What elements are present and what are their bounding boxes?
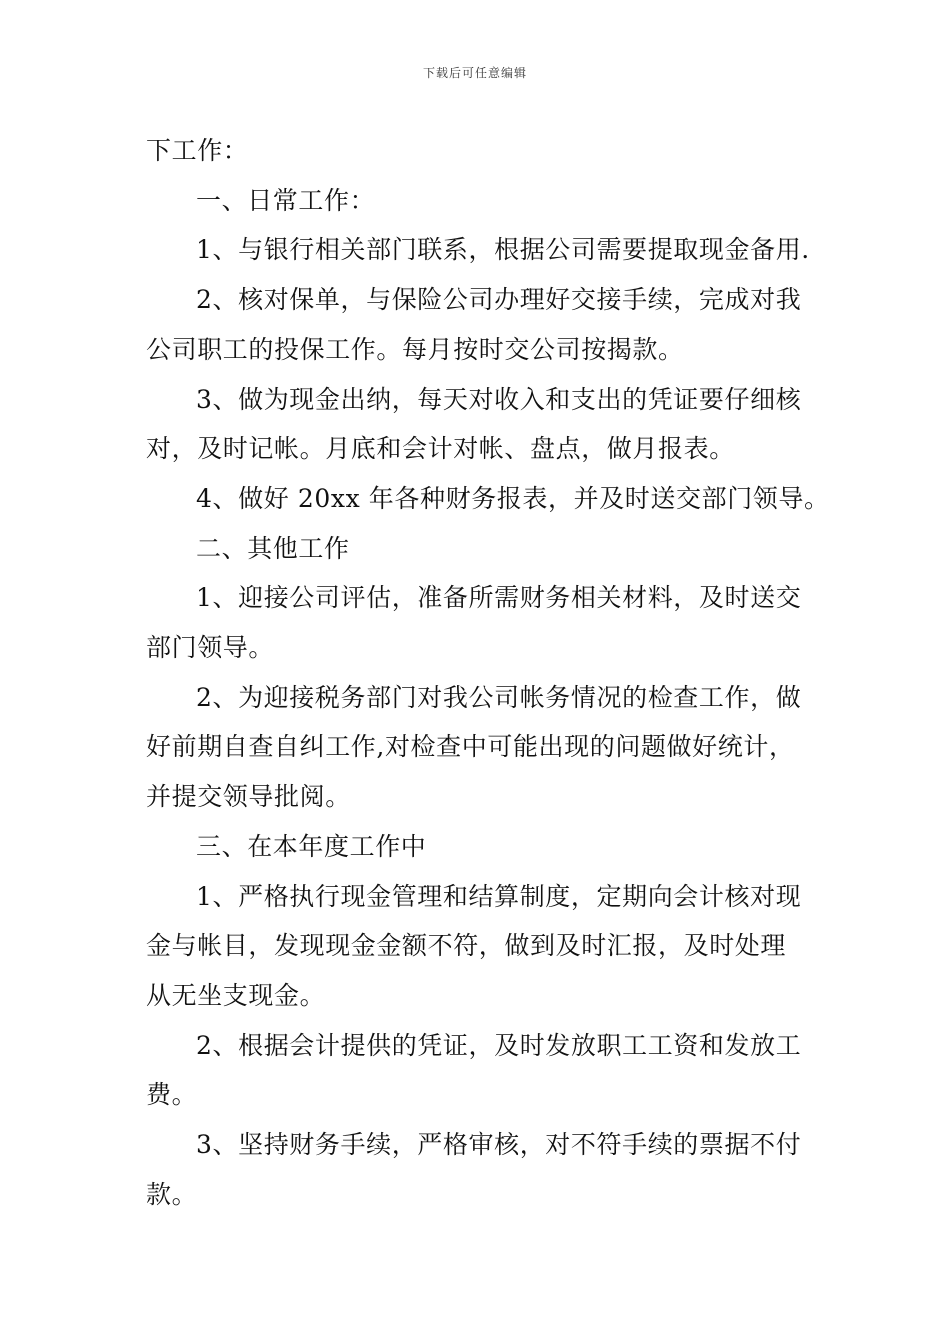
text-line: 1、严格执行现金管理和结算制度，定期向会计核对现 xyxy=(196,881,802,911)
section-heading: 一、日常工作： xyxy=(196,185,376,215)
text-line: 3、做为现金出纳，每天对收入和支出的凭证要仔细核 xyxy=(196,384,802,414)
text-line: 从无坐支现金。 xyxy=(146,980,326,1010)
text-line: 对，及时记帐。月底和会计对帐、盘点，做月报表。 xyxy=(146,434,735,464)
text-line: 1、与银行相关部门联系，根据公司需要提取现金备用. xyxy=(196,235,810,265)
text-line: 下工作： xyxy=(146,136,249,165)
text-line: 金与帐目，发现现金金额不符，做到及时汇报，及时处理 xyxy=(146,931,787,961)
page-header: 下载后可任意编辑 xyxy=(422,66,527,80)
text-line: 2、为迎接税务部门对我公司帐务情况的检查工作，做 xyxy=(196,682,802,712)
section-heading: 二、其他工作 xyxy=(196,533,350,563)
text-line: 2、根据会计提供的凭证，及时发放职工工资和发放工 xyxy=(196,1030,802,1060)
text-line: 费。 xyxy=(146,1080,198,1110)
text-line: 部门领导。 xyxy=(146,633,275,663)
text-line: 好前期自查自纠工作,对检查中可能出现的问题做好统计， xyxy=(146,732,795,762)
text-line: 并提交领导批阅。 xyxy=(146,782,351,812)
text-line: 2、核对保单，与保险公司办理好交接手续，完成对我 xyxy=(196,285,802,315)
text-line: 3、坚持财务手续，严格审核，对不符手续的票据不付 xyxy=(196,1130,802,1160)
text-line: 1、迎接公司评估，准备所需财务相关材料，及时送交 xyxy=(196,583,802,613)
text-line: 公司职工的投保工作。每月按时交公司按揭款。 xyxy=(146,334,684,364)
text-line: 4、做好 20xx 年各种财务报表，并及时送交部门领导。 xyxy=(196,483,830,513)
text-line: 款。 xyxy=(146,1179,198,1209)
section-heading: 三、在本年度工作中 xyxy=(196,831,427,861)
document-body xyxy=(146,126,830,1219)
